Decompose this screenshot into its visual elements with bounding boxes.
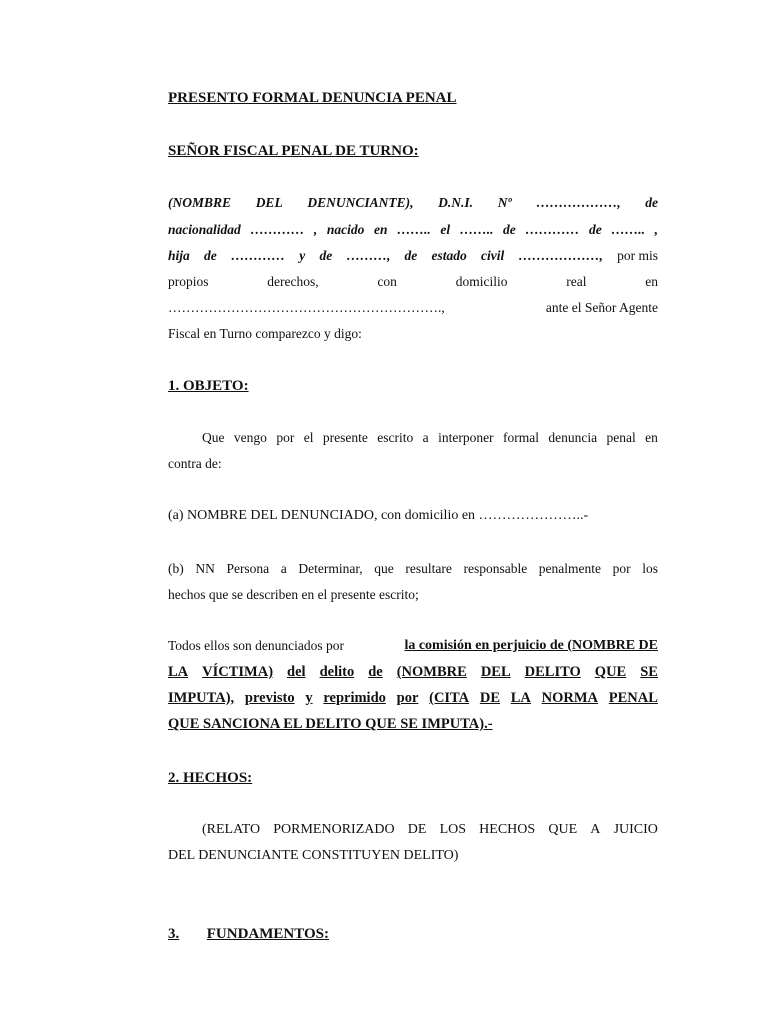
word: (NOMBRE xyxy=(396,664,467,680)
word: LA xyxy=(510,690,531,706)
word: previsto xyxy=(244,690,295,706)
word: LOS xyxy=(439,822,467,837)
word: delito xyxy=(319,664,355,680)
intro-line-1 xyxy=(168,195,658,211)
denuncia-line-3 xyxy=(168,690,658,707)
word-tail: por mis xyxy=(617,248,658,263)
word: nacionalidad xyxy=(168,222,241,237)
word: D.N.I. xyxy=(438,195,474,210)
word: QUE xyxy=(548,822,578,837)
word: civil xyxy=(481,248,505,263)
word: IMPUTA), xyxy=(168,690,235,706)
word: Persona xyxy=(226,561,270,576)
word: reprimido xyxy=(323,690,386,706)
word: Nº xyxy=(497,195,512,210)
item-a: (a) NOMBRE DEL DENUNCIADO, con domicilio en …………………..- xyxy=(168,508,589,523)
word: HECHOS xyxy=(479,822,536,837)
word: en xyxy=(645,430,658,445)
word: domicilio xyxy=(455,274,508,289)
intro-line-6: Fiscal en Turno comparezco y digo: xyxy=(168,326,362,341)
word: de xyxy=(645,195,658,210)
word: DEL xyxy=(480,664,511,680)
word: estado xyxy=(431,248,467,263)
word: Determinar, xyxy=(298,561,363,576)
word: DE xyxy=(407,822,427,837)
word: (b) xyxy=(168,561,184,576)
word: ………… xyxy=(250,222,305,237)
word: de xyxy=(404,248,418,263)
word: DENUNCIANTE), xyxy=(307,195,414,210)
section-3-number: 3. xyxy=(168,926,180,942)
hechos-line-1 xyxy=(168,822,658,838)
word: NN xyxy=(195,561,215,576)
word: hija xyxy=(168,248,190,263)
word: Que xyxy=(202,430,225,445)
word: ………………, xyxy=(536,195,621,210)
word: QUE xyxy=(594,664,627,680)
word: interponer xyxy=(438,430,494,445)
word: responsable xyxy=(463,561,528,576)
word: a xyxy=(280,561,287,576)
word: (CITA xyxy=(429,690,470,706)
word: DE xyxy=(479,690,501,706)
word: propios xyxy=(168,274,209,289)
word: A xyxy=(590,822,601,837)
word: por xyxy=(276,430,295,445)
intro-line-3 xyxy=(168,248,658,264)
word: de xyxy=(368,664,383,680)
word: por xyxy=(396,690,419,706)
word: en xyxy=(645,274,658,289)
intro-line-4 xyxy=(168,274,658,290)
word: resultare xyxy=(405,561,452,576)
word: penalmente xyxy=(538,561,602,576)
section-2-title: 2. HECHOS: xyxy=(168,770,253,786)
word: derechos, xyxy=(267,274,319,289)
word: por xyxy=(612,561,631,576)
word: (RELATO xyxy=(202,822,261,837)
section-1-title: 1. OBJETO: xyxy=(168,378,249,394)
word: a xyxy=(422,430,429,445)
word: …….. xyxy=(397,222,431,237)
word: ………… xyxy=(230,248,285,263)
word: escrito xyxy=(377,430,414,445)
objeto-line-1 xyxy=(168,430,658,446)
word: de xyxy=(319,248,333,263)
address-dots: ……………………………………………………., xyxy=(168,300,445,315)
denuncia-line-2 xyxy=(168,664,658,681)
document-heading: PRESENTO FORMAL DENUNCIA PENAL xyxy=(168,90,457,106)
word: y xyxy=(299,248,306,263)
word: con xyxy=(377,274,397,289)
intro-line-5 xyxy=(168,300,658,316)
word: vengo xyxy=(233,430,267,445)
word: SE xyxy=(640,664,658,680)
word: , xyxy=(654,222,658,237)
word: nacido xyxy=(326,222,365,237)
word: real xyxy=(566,274,587,289)
section-3-title: FUNDAMENTOS: xyxy=(206,926,329,942)
word: NORMA xyxy=(541,690,599,706)
word: PORMENORIZADO xyxy=(273,822,395,837)
word: denuncia xyxy=(548,430,598,445)
item-b-line-1 xyxy=(168,561,658,577)
word: el xyxy=(303,430,314,445)
intro-line-2 xyxy=(168,222,658,238)
section-3-heading xyxy=(168,926,658,943)
word: DELITO xyxy=(524,664,581,680)
word: el xyxy=(440,222,451,237)
word: de xyxy=(588,222,602,237)
word: ………………, xyxy=(518,248,603,263)
word: VÍCTIMA) xyxy=(202,664,274,680)
word: en xyxy=(373,222,388,237)
word: (NOMBRE xyxy=(168,195,232,210)
item-b-line-2: hechos que se describen en el presente escrito; xyxy=(168,587,419,602)
word: los xyxy=(642,561,658,576)
objeto-line-2: contra de: xyxy=(168,456,222,471)
word: formal xyxy=(502,430,539,445)
word: penal xyxy=(606,430,636,445)
addressee: SEÑOR FISCAL PENAL DE TURNO: xyxy=(168,143,419,159)
hechos-line-2: DEL DENUNCIANTE CONSTITUYEN DELITO) xyxy=(168,848,459,863)
word: PENAL xyxy=(608,690,658,706)
word: , xyxy=(313,222,318,237)
word: que xyxy=(374,561,394,576)
word: …….. xyxy=(611,222,646,237)
word: y xyxy=(305,690,313,706)
word: JUICIO xyxy=(613,822,658,837)
word: ………… xyxy=(525,222,580,237)
denuncia-bold: la comisión en perjuicio de (NOMBRE DE xyxy=(404,638,658,653)
word: del xyxy=(287,664,306,680)
word: presente xyxy=(322,430,368,445)
intro-line-5-tail: ante el Señor Agente xyxy=(545,300,658,315)
word: de xyxy=(503,222,516,237)
denuncia-plain: Todos ellos son denunciados por xyxy=(168,638,345,653)
word: DEL xyxy=(255,195,283,210)
denuncia-line-1 xyxy=(168,638,658,654)
word: de xyxy=(204,248,217,263)
word: …….. xyxy=(459,222,494,237)
denuncia-line-4: QUE SANCIONA EL DELITO QUE SE IMPUTA).- xyxy=(168,716,493,732)
word: ………, xyxy=(346,248,391,263)
word: LA xyxy=(168,664,189,680)
